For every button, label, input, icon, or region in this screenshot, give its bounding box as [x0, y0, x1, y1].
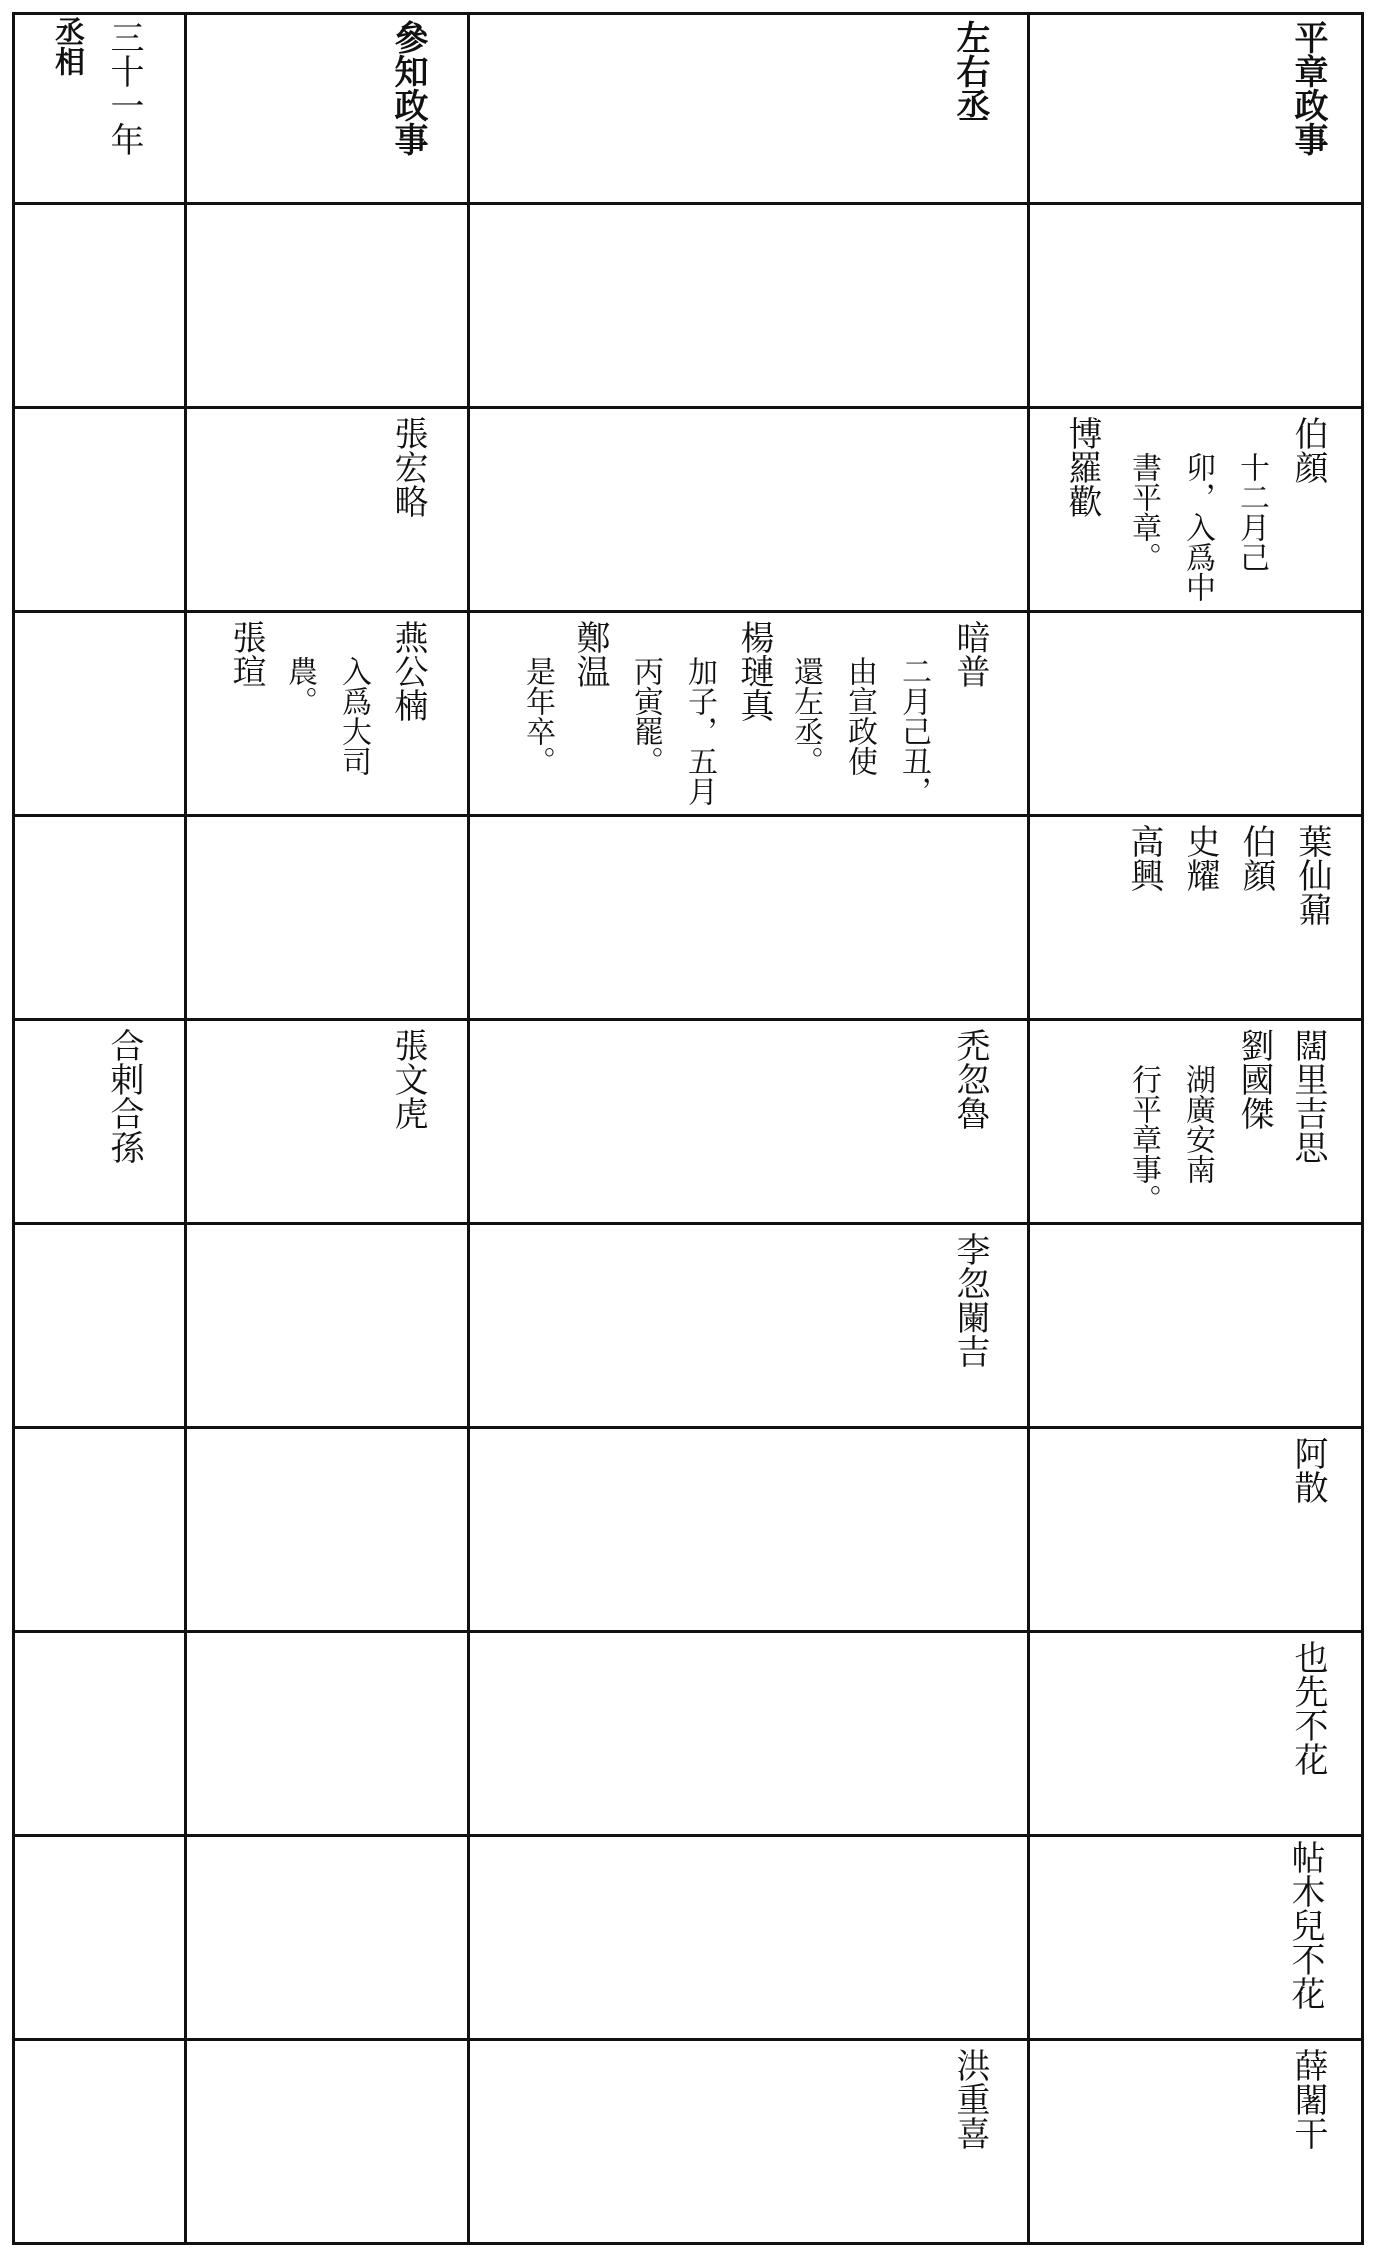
- r4-zuoyou-name3: 鄭温: [570, 620, 610, 688]
- r4-canzhi-note1: 入爲大司 農。: [282, 656, 371, 776]
- row-divider: [15, 202, 1361, 205]
- r6-pingzhang-note2: 湖廣安南 行平章事。: [1126, 1064, 1215, 1214]
- row-divider: [15, 814, 1361, 817]
- r9-pingzhang-name: 也先不花: [1288, 1640, 1328, 1776]
- r4-zuoyou-note2: 加子，五月 丙寅罷。: [628, 656, 717, 806]
- column-divider: [184, 15, 187, 2242]
- header-pingzhang: 平章政事: [1288, 20, 1328, 156]
- r4-canzhi-name1: 燕公楠: [388, 620, 428, 722]
- row-divider: [15, 610, 1361, 613]
- r4-zuoyou-name2: 楊璉真: [734, 620, 774, 722]
- r6-zuoyou-name: 禿忽魯: [950, 1028, 990, 1130]
- row-divider: [15, 1630, 1361, 1633]
- r3-pingzhang-note: 十二月己 卯，入爲中 書平章。: [1126, 452, 1269, 602]
- column-divider: [1027, 15, 1030, 2242]
- r11-pingzhang-name: 薛闍干: [1288, 2048, 1328, 2150]
- row-divider: [15, 406, 1361, 409]
- row-divider: [15, 1426, 1361, 1429]
- column-divider: [467, 15, 470, 2242]
- r6-pingzhang-name2: 劉國傑: [1234, 1028, 1274, 1130]
- r4-canzhi-name2: 張瑄: [226, 620, 266, 688]
- row-divider: [15, 1222, 1361, 1225]
- header-zuoyou: 左右丞: [950, 20, 990, 122]
- r8-pingzhang-name: 阿散: [1288, 1436, 1328, 1504]
- r4-zuoyou-name1: 暗普: [950, 620, 990, 688]
- r4-zuoyou-note1: 二月己丑， 由宣政使 還左丞。: [788, 656, 931, 806]
- row-divider: [15, 2038, 1361, 2041]
- r3-canzhi-name: 張宏略: [388, 416, 428, 518]
- header-canzhi: 參知政事: [388, 20, 428, 156]
- header-chengxiang: 丞相: [49, 16, 84, 76]
- r3-pingzhang-name: 伯顔: [1288, 416, 1328, 484]
- r7-zuoyou-name: 李忽闌吉: [950, 1232, 990, 1368]
- row-divider: [15, 1834, 1361, 1837]
- r11-zuoyou-name: 洪重喜: [950, 2048, 990, 2150]
- row-divider: [15, 1018, 1361, 1021]
- r5-pingzhang-names: 葉仙鼐 伯顔 史耀 高興: [1124, 824, 1332, 926]
- r4-zuoyou-note3: 是年卒。: [520, 656, 555, 776]
- r6-chengxiang-name: 合剌合孫: [104, 1028, 144, 1164]
- r3-pingzhang-name2: 博羅歡: [1062, 416, 1102, 518]
- r6-pingzhang-name1: 闊里吉思: [1288, 1028, 1328, 1164]
- r10-pingzhang-name: 帖木兒不花: [1285, 1840, 1325, 2010]
- header-year: 三十一年: [104, 20, 144, 156]
- r6-canzhi-name: 張文虎: [388, 1028, 428, 1130]
